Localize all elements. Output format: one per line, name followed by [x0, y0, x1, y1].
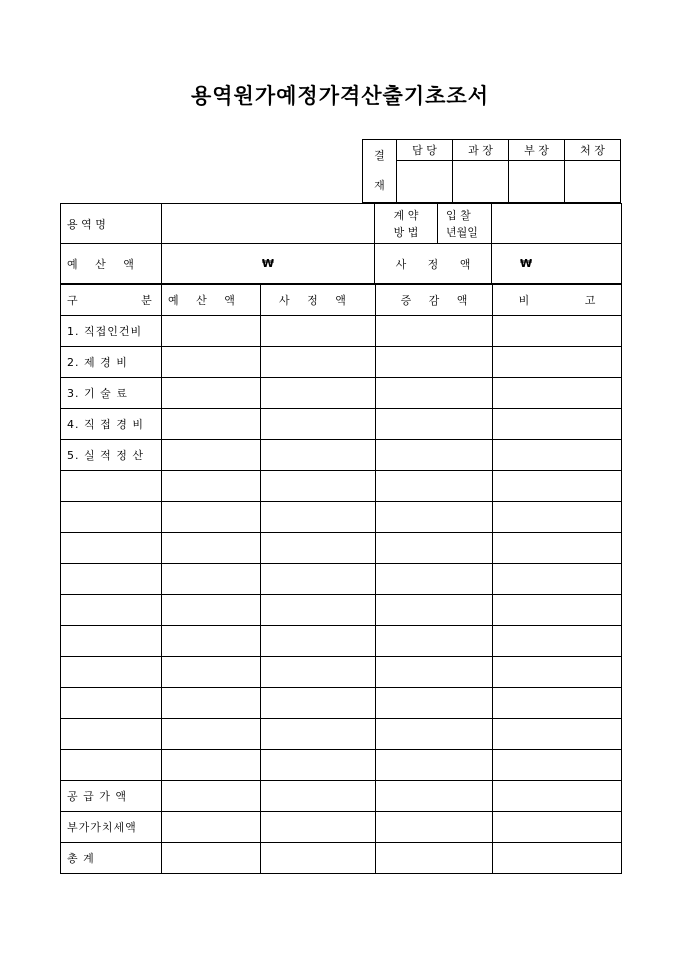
remarks-cell[interactable]: [493, 564, 622, 595]
row-label: [61, 347, 162, 378]
page-title: 용역원가예정가격산출기초조서: [190, 83, 489, 108]
cost-table: [60, 284, 622, 874]
change-cell[interactable]: [376, 347, 493, 378]
row-label-text: 공 급 가 액: [67, 790, 127, 803]
header-remarks: [493, 285, 622, 316]
remarks-cell[interactable]: [493, 595, 622, 626]
info-table: [60, 203, 622, 284]
assessed-label-text: 사 정 액: [395, 257, 471, 271]
budget-cell[interactable]: [162, 533, 261, 564]
item-row: [61, 316, 622, 347]
budget-cell[interactable]: [162, 719, 261, 750]
remarks-cell[interactable]: [493, 688, 622, 719]
row-label: [61, 719, 162, 750]
blank-row: [61, 626, 622, 657]
budget-cell[interactable]: [162, 471, 261, 502]
header-change-text: 증 감 액: [400, 294, 468, 307]
approval-sign-box-2[interactable]: [453, 161, 509, 203]
change-cell[interactable]: [376, 502, 493, 533]
contract-method-label-line2: 방 법: [393, 225, 419, 239]
row-label-text: 1. 직접인건비: [67, 325, 143, 338]
budget-field[interactable]: [162, 244, 375, 284]
service-name-field[interactable]: [162, 204, 375, 244]
header-assessed-text: 사 정 액: [279, 294, 346, 307]
budget-label: [61, 244, 162, 284]
header-category: [61, 285, 162, 316]
change-cell[interactable]: [376, 533, 493, 564]
remarks-cell[interactable]: [493, 316, 622, 347]
change-cell[interactable]: [376, 316, 493, 347]
change-cell[interactable]: [376, 843, 493, 874]
change-cell[interactable]: [376, 750, 493, 781]
item-row: [61, 378, 622, 409]
change-cell[interactable]: [376, 564, 493, 595]
remarks-cell[interactable]: [493, 502, 622, 533]
budget-cell[interactable]: [162, 347, 261, 378]
blank-row: [61, 533, 622, 564]
assessed-cell[interactable]: [261, 812, 376, 843]
row-label-text: 부가가치세액: [67, 821, 137, 834]
assessed-currency: ₩: [520, 257, 533, 270]
remarks-cell[interactable]: [493, 409, 622, 440]
budget-cell[interactable]: [162, 502, 261, 533]
approval-role-4: 처 장: [565, 140, 621, 161]
remarks-cell[interactable]: [493, 657, 622, 688]
assessed-cell[interactable]: [261, 843, 376, 874]
remarks-cell[interactable]: [493, 440, 622, 471]
header-category-text: 구 분: [67, 294, 152, 307]
assessed-cell[interactable]: [261, 409, 376, 440]
summary-row: [61, 843, 622, 874]
remarks-cell[interactable]: [493, 626, 622, 657]
service-name-label-value: 용 역 명: [67, 217, 106, 231]
blank-row: [61, 688, 622, 719]
blank-row: [61, 471, 622, 502]
remarks-cell[interactable]: [493, 781, 622, 812]
budget-cell[interactable]: [162, 626, 261, 657]
blank-row: [61, 719, 622, 750]
change-cell[interactable]: [376, 440, 493, 471]
change-cell[interactable]: [376, 471, 493, 502]
summary-row: [61, 781, 622, 812]
budget-cell[interactable]: [162, 378, 261, 409]
assessed-cell[interactable]: [261, 626, 376, 657]
approval-sign-box-3[interactable]: [509, 161, 565, 203]
change-cell[interactable]: [376, 595, 493, 626]
row-label: [61, 688, 162, 719]
change-cell[interactable]: [376, 719, 493, 750]
approval-side-label: [363, 140, 397, 203]
assessed-cell[interactable]: [261, 533, 376, 564]
remarks-cell[interactable]: [493, 471, 622, 502]
row-label-text: 2. 제 경 비: [67, 356, 128, 369]
row-label: [61, 316, 162, 347]
budget-cell[interactable]: [162, 781, 261, 812]
row-label-text: 4. 직 접 경 비: [67, 418, 144, 431]
assessed-cell[interactable]: [261, 502, 376, 533]
budget-cell[interactable]: [162, 564, 261, 595]
assessed-cell[interactable]: [261, 688, 376, 719]
row-label: [61, 750, 162, 781]
row-label: [61, 812, 162, 843]
bid-date-label-line2: 년월일: [446, 225, 478, 239]
row-label: [61, 626, 162, 657]
assessed-cell[interactable]: [261, 595, 376, 626]
budget-cell[interactable]: [162, 440, 261, 471]
item-row: [61, 409, 622, 440]
service-name-label: [61, 204, 162, 244]
assessed-cell[interactable]: [261, 657, 376, 688]
budget-cell[interactable]: [162, 657, 261, 688]
blank-row: [61, 595, 622, 626]
row-label: [61, 564, 162, 595]
assessed-cell[interactable]: [261, 347, 376, 378]
approval-table: [362, 139, 621, 203]
assessed-cell[interactable]: [261, 378, 376, 409]
blank-row: [61, 564, 622, 595]
change-cell[interactable]: [376, 781, 493, 812]
header-budget-text: 예 산 액: [168, 294, 235, 307]
approval-sign-box-1[interactable]: [397, 161, 453, 203]
assessed-cell[interactable]: [261, 471, 376, 502]
row-label: [61, 595, 162, 626]
budget-label-text: 예 산 액: [67, 257, 134, 271]
remarks-cell[interactable]: [493, 719, 622, 750]
approval-role-2: 과 장: [453, 140, 509, 161]
row-label-text: 3. 기 술 료: [67, 387, 128, 400]
assessed-cell[interactable]: [261, 440, 376, 471]
assessed-cell[interactable]: [261, 316, 376, 347]
assessed-cell[interactable]: [261, 750, 376, 781]
row-label-text: 총 계: [67, 852, 95, 865]
row-label: [61, 378, 162, 409]
remarks-cell[interactable]: [493, 812, 622, 843]
header-assessed: [261, 285, 376, 316]
budget-cell[interactable]: [162, 812, 261, 843]
remarks-cell[interactable]: [493, 347, 622, 378]
item-row: [61, 440, 622, 471]
approval-side-bottom: 재: [374, 179, 385, 192]
blank-row: [61, 750, 622, 781]
change-cell[interactable]: [376, 378, 493, 409]
budget-currency: ₩: [261, 257, 275, 270]
change-cell[interactable]: [376, 626, 493, 657]
budget-cell[interactable]: [162, 688, 261, 719]
row-label: [61, 502, 162, 533]
assessed-label: [375, 244, 492, 284]
row-label: [61, 781, 162, 812]
remarks-cell[interactable]: [493, 533, 622, 564]
assessed-field[interactable]: [492, 244, 622, 284]
change-cell[interactable]: [376, 409, 493, 440]
approval-side-top: 결: [374, 149, 385, 162]
budget-cell[interactable]: [162, 316, 261, 347]
summary-row: [61, 812, 622, 843]
approval-role-3: 부 장: [509, 140, 565, 161]
bid-date-label-line1: 입 찰: [446, 208, 471, 222]
row-label: [61, 409, 162, 440]
row-label: [61, 533, 162, 564]
remarks-cell[interactable]: [493, 378, 622, 409]
approval-sign-box-4[interactable]: [565, 161, 621, 203]
header-budget: [162, 285, 261, 316]
blank-row: [61, 657, 622, 688]
row-label: [61, 657, 162, 688]
assessed-cell[interactable]: [261, 781, 376, 812]
bid-date-label: [438, 204, 492, 244]
remarks-cell[interactable]: [493, 843, 622, 874]
bid-date-field[interactable]: [492, 204, 622, 244]
row-label: [61, 440, 162, 471]
row-label-text: 5. 실 적 정 산: [67, 449, 144, 462]
assessed-cell[interactable]: [261, 564, 376, 595]
header-remarks-text: 비 고: [518, 294, 596, 307]
change-cell[interactable]: [376, 657, 493, 688]
change-cell[interactable]: [376, 688, 493, 719]
budget-cell[interactable]: [162, 843, 261, 874]
blank-row: [61, 502, 622, 533]
header-change: [376, 285, 493, 316]
contract-method-label: [375, 204, 438, 244]
service-name-label-text: [61, 216, 161, 232]
row-label: [61, 843, 162, 874]
budget-cell[interactable]: [162, 409, 261, 440]
assessed-cell[interactable]: [261, 719, 376, 750]
row-label: [61, 471, 162, 502]
change-cell[interactable]: [376, 812, 493, 843]
header-row: [61, 285, 622, 316]
contract-method-label-line1: 계 약: [393, 208, 419, 222]
item-row: [61, 347, 622, 378]
budget-cell[interactable]: [162, 595, 261, 626]
remarks-cell[interactable]: [493, 750, 622, 781]
approval-role-1: 담 당: [397, 140, 453, 161]
budget-cell[interactable]: [162, 750, 261, 781]
